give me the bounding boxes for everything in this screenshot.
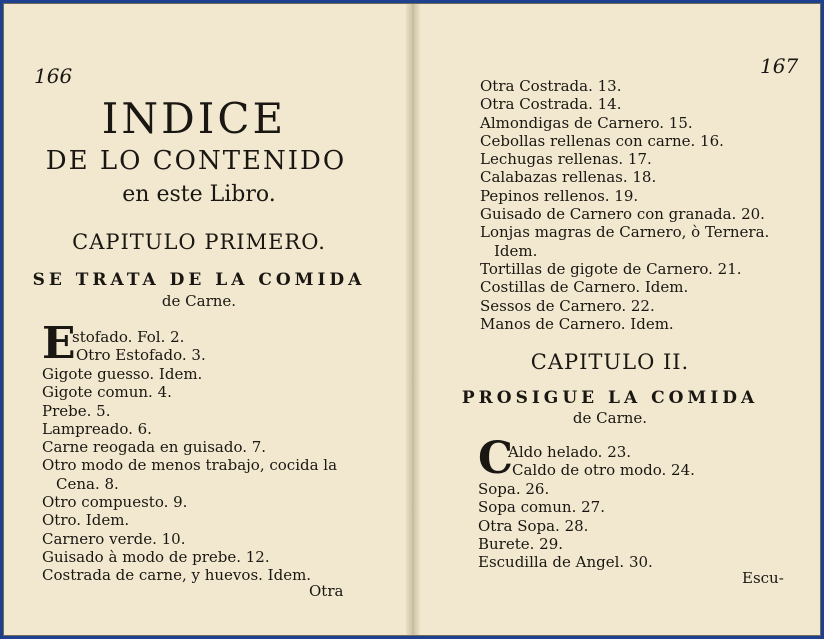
index-entry: Sopa comun. 27.: [478, 498, 605, 517]
index-entry: Carnero verde. 10.: [42, 529, 186, 548]
index-entry: Otro Estofado. 3.: [76, 346, 206, 365]
index-entry: Gigote guesso. Idem.: [42, 365, 203, 383]
right-page: [420, 4, 821, 635]
index-entry: Otro modo de menos trabajo, cocida la: [42, 456, 338, 475]
index-subtitle-line2: en este Libro.: [122, 182, 276, 207]
index-entry: Sopa. 26.: [478, 480, 550, 498]
catchword: Escu-: [742, 569, 784, 587]
page-number: 167: [760, 54, 799, 78]
book-gutter: [406, 4, 420, 635]
index-entry: Otra Costrada. 14.: [480, 95, 622, 114]
index-entry: Lonjas magras de Carnero, ò Ternera.: [480, 223, 770, 242]
index-entry: Prebe. 5.: [42, 401, 111, 420]
index-entry-list: [42, 365, 337, 585]
index-entry-list: [480, 77, 769, 333]
index-entry: Escudilla de Angel. 30.: [478, 553, 653, 572]
index-entry: Otra Costrada. 13.: [480, 77, 622, 95]
index-entry: Cena. 8.: [56, 474, 119, 493]
index-entry: Carne reogada en guisado. 7.: [42, 438, 267, 457]
index-entry: Idem.: [494, 241, 538, 260]
page-number: 166: [34, 64, 73, 88]
section-heading: SE TRATA DE LA COMIDA: [32, 270, 366, 290]
drop-cap: E: [42, 318, 76, 369]
left-page: [4, 4, 406, 635]
index-entry: Aldo helado. 23.: [508, 443, 632, 461]
index-entry: Lechugas rellenas. 17.: [480, 150, 652, 169]
index-entry: Gigote comun. 4.: [42, 383, 172, 402]
index-entry: Burete. 29.: [478, 534, 564, 553]
index-entry: Pepinos rellenos. 19.: [480, 186, 639, 205]
index-entry: Almondigas de Carnero. 15.: [480, 113, 693, 132]
chapter-heading: CAPITULO PRIMERO.: [72, 230, 326, 254]
index-entry: Lampreado. 6.: [42, 419, 152, 438]
index-entry: Cebollas rellenas con carne. 16.: [480, 131, 724, 150]
index-entry: Guisado à modo de prebe. 12.: [42, 547, 270, 566]
index-entry: Costillas de Carnero. Idem.: [480, 278, 689, 297]
section-heading: PROSIGUE LA COMIDA: [461, 388, 759, 408]
index-entry: Otro compuesto. 9.: [42, 493, 188, 512]
index-entry: Manos de Carnero. Idem.: [480, 314, 674, 333]
index-title: INDICE: [101, 94, 287, 143]
index-entry: Costrada de carne, y huevos. Idem.: [42, 566, 312, 585]
index-entry: stofado. Fol. 2.: [72, 328, 185, 346]
index-entry: Calabazas rellenas. 18.: [480, 168, 657, 187]
book-spread: [3, 3, 821, 636]
index-entry: Otra Sopa. 28.: [478, 516, 589, 535]
dropcap-entries: [478, 433, 695, 484]
index-entry: Sessos de Carnero. 22.: [480, 296, 655, 315]
index-entry-list: [478, 480, 653, 571]
index-entry: Tortillas de gigote de Carnero. 21.: [480, 259, 742, 278]
dropcap-entries: [42, 318, 206, 369]
index-entry: Guisado de Carnero con granada. 20.: [480, 205, 765, 224]
chapter-heading: CAPITULO II.: [530, 350, 690, 374]
index-subtitle: DE LO CONTENIDO: [45, 146, 347, 176]
section-subheading: de Carne.: [572, 409, 648, 427]
catchword: Otra: [309, 582, 344, 600]
drop-cap: C: [478, 433, 514, 484]
section-subheading: de Carne.: [161, 292, 237, 310]
index-entry: Caldo de otro modo. 24.: [512, 461, 695, 480]
index-entry: Otro. Idem.: [42, 511, 130, 530]
